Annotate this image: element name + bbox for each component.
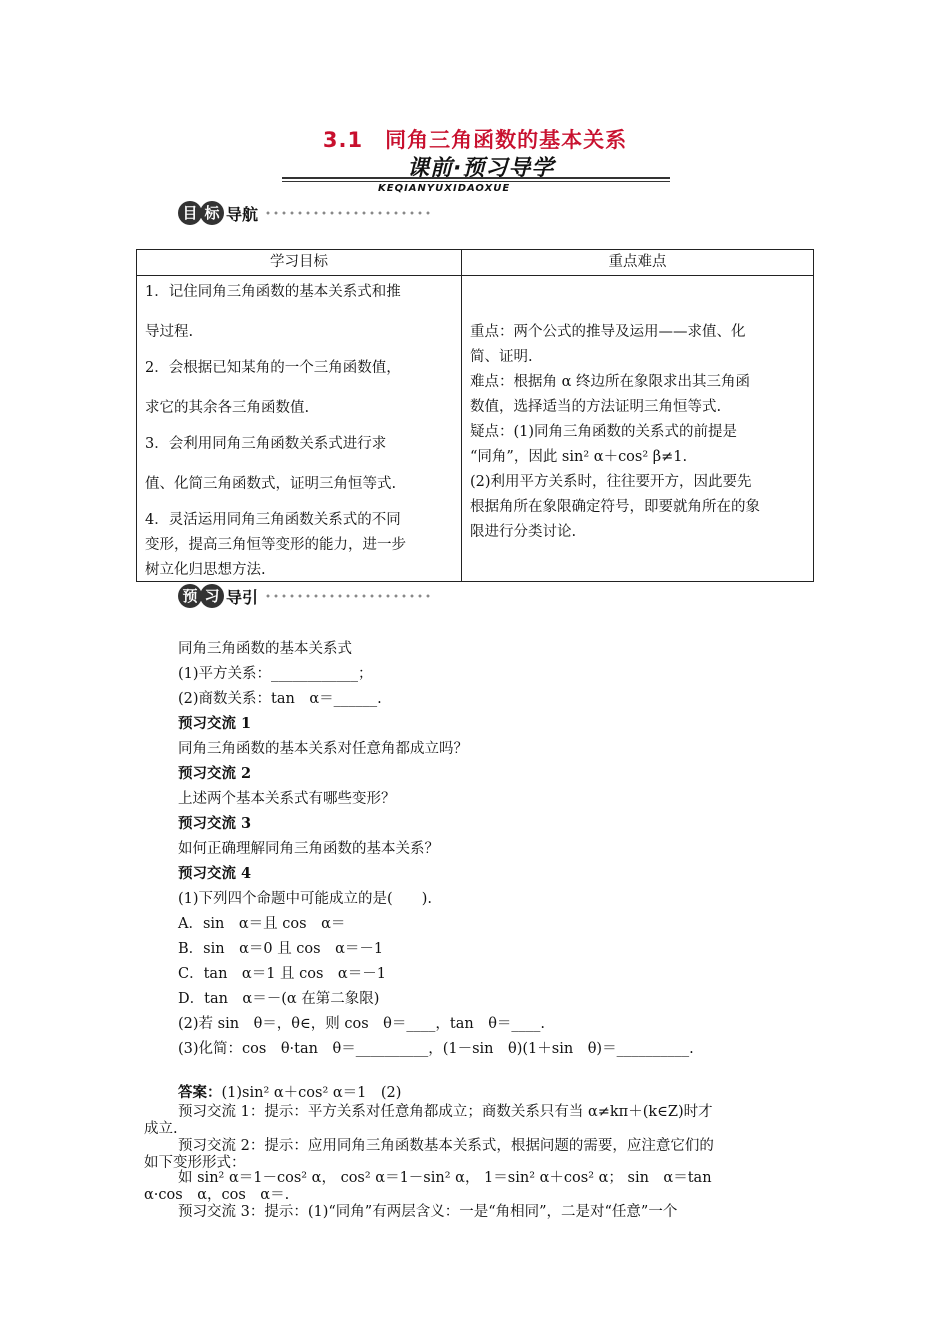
- choice-line: D．tan α＝－(α 在第二象限): [178, 991, 380, 1007]
- answer-line: 如下变形形式：: [144, 1155, 246, 1171]
- body-line: (2)商数关系：tan α＝______.: [178, 691, 382, 707]
- heading-badge-1: 目: [178, 201, 202, 225]
- table-row: [137, 276, 814, 582]
- body-line: (1)下列四个命题中可能成立的是( ).: [178, 891, 432, 907]
- key-point-line: 重点：两个公式的推导及运用——求值、化: [470, 324, 746, 340]
- banner-rule-thin: [282, 181, 670, 182]
- section-banner: [282, 155, 670, 179]
- dotted-divider: [264, 209, 434, 217]
- goals-table: [136, 249, 814, 582]
- body-line: 如何正确理解同角三角函数的基本关系？: [178, 841, 439, 857]
- answer-line: 预习交流 1：提示：平方关系对任意角都成立；商数关系只有当 α≠kπ＋(k∈Z)时才: [178, 1104, 713, 1120]
- body-line: 上述两个基本关系式有哪些变形？: [178, 791, 396, 807]
- answer-label: 答案：: [178, 1084, 222, 1101]
- answer-line: 成立.: [144, 1121, 178, 1137]
- goal-line: 值、化简三角函数式，证明三角恒等式.: [145, 476, 397, 492]
- key-point-line: 限进行分类讨论.: [470, 524, 577, 540]
- answer-line: 如 sin² α＝1－cos² α， cos² α＝1－sin² α， 1＝sin² α＋cos² α； sin α＝tan: [178, 1170, 712, 1186]
- goal-line: 树立化归思想方法.: [145, 562, 266, 578]
- heading-badge-1: 预: [178, 584, 202, 608]
- heading-label: 导航: [226, 204, 259, 224]
- key-points-cell: [462, 276, 814, 582]
- key-point-line: “同角”，因此 sin² α＋cos² β≠1.: [470, 449, 688, 465]
- answer-text: (1)sin² α＋cos² α＝1 (2): [221, 1085, 402, 1101]
- body-line: 同角三角函数的基本关系式: [178, 641, 352, 657]
- preview-exchange-heading: 预习交流 1: [178, 715, 252, 732]
- goal-line: 变形，提高三角恒等变形的能力，进一步: [145, 537, 406, 553]
- choice-line: C．tan α＝1 且 cos α＝－1: [178, 966, 386, 982]
- header-learning-goals: 学习目标: [137, 250, 462, 276]
- goal-line: 2．会根据已知某角的一个三角函数值，: [145, 360, 401, 376]
- goal-line: 4．灵活运用同角三角函数关系式的不同: [145, 512, 401, 528]
- goal-line: 1．记住同角三角函数的基本关系式和推: [145, 284, 401, 300]
- key-point-line: 疑点：(1)同角三角函数的关系式的前提是: [470, 424, 738, 440]
- body-line: 同角三角函数的基本关系对任意角都成立吗？: [178, 741, 468, 757]
- heading-label: 导引: [226, 587, 259, 607]
- banner-title: 课前·预习导学: [407, 156, 555, 181]
- key-point-line: (2)利用平方关系时，往往要开方，因此要先: [470, 474, 752, 490]
- goal-line: 求它的其余各三角函数值.: [145, 400, 310, 416]
- answer-line: 预习交流 2：提示：应用同角三角函数基本关系式，根据问题的需要，应注意它们的: [178, 1138, 714, 1154]
- key-point-line: 数值，选择适当的方法证明三角恒等式.: [470, 399, 722, 415]
- banner-subtitle: KEQIANYUXIDAOXUE: [378, 183, 511, 194]
- page-title: 3.1 同角三角函数的基本关系: [322, 128, 628, 152]
- goal-line: 导过程.: [145, 324, 194, 340]
- goal-line: 3．会利用同角三角函数关系式进行求: [145, 436, 387, 452]
- heading-badge-2: 习: [200, 584, 224, 608]
- choice-line: A．sin α＝且 cos α＝: [178, 916, 346, 932]
- section-heading-goals: [178, 201, 434, 227]
- heading-badge-2: 标: [200, 201, 224, 225]
- banner-rule: [282, 177, 670, 179]
- body-line: (2)若 sin θ＝，θ∈，则 cos θ＝____，tan θ＝____.: [178, 1016, 546, 1032]
- key-point-line: 简、证明.: [470, 349, 533, 365]
- answer-line: [178, 1081, 401, 1102]
- preview-exchange-heading: 预习交流 3: [178, 815, 252, 832]
- table-header-row: [137, 250, 814, 276]
- choice-line: B．sin α＝0 且 cos α＝－1: [178, 941, 384, 957]
- answer-line: 预习交流 3：提示：(1)“同角”有两层含义：一是“角相同”，二是对“任意”一个: [178, 1204, 678, 1220]
- body-line: (3)化简：cos θ·tan θ＝__________，(1－sin θ)(1＋sin θ)＝__________.: [178, 1041, 694, 1057]
- preview-exchange-heading: 预习交流 2: [178, 765, 252, 782]
- section-heading-preview: [178, 584, 434, 610]
- body-line: (1)平方关系：____________；: [178, 666, 373, 682]
- key-point-line: 根据角所在象限确定符号，即要就角所在的象: [470, 499, 760, 515]
- preview-exchange-heading: 预习交流 4: [178, 865, 252, 882]
- dotted-divider: [264, 592, 434, 600]
- goals-cell: [137, 276, 462, 582]
- answer-line: α·cos α，cos α＝.: [144, 1187, 290, 1203]
- header-key-points: 重点难点: [462, 250, 814, 276]
- key-point-line: 难点：根据角 α 终边所在象限求出其三角函: [470, 374, 751, 390]
